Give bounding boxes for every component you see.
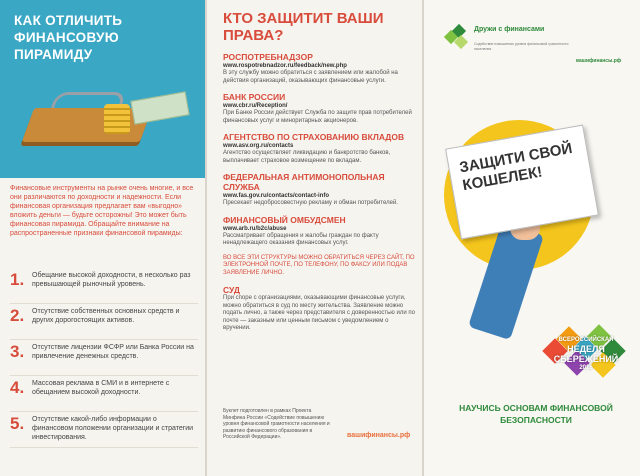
org-entry [223,132,415,165]
org-link[interactable]: www.asv.org.ru/contacts [223,143,294,149]
org-name: ФЕДЕРАЛЬНАЯ АНТИМОНОПОЛЬНАЯ СЛУЖБА [223,172,385,192]
panel-pyramid [0,0,205,476]
panel1-intro: Финансовые инструменты на рынке очень многие, и все они различаются по доходности и надежности. Если финансовая организация предлагает вам «выгодно» вложить деньги — будьте осторожны! Это может быть финансовая пирамида. Обращайте внимание на распространенные признаки финансовой пирамиды: [10,185,194,237]
org-description: При Банке России действует Служба по защите прав потребителей финансовых услуг и миноритарных акционеров. [223,110,412,124]
org-name: АГЕНТСТВО ПО СТРАХОВАНИЮ ВКЛАДОВ [223,132,405,142]
org-link[interactable]: www.arb.ru/b2c/abuse [223,225,287,232]
list-item [10,340,198,376]
org-entry [223,52,415,85]
project-footnote: Буклет подготовлен в рамках Проекта Минфина России «Содействие повышению уровня финансовой грамотности населения и развитию финансового образования в Российской Федерации». [223,408,330,440]
item-text: Отсутствие лицензии ФСФР или Банка России на привлечение денежных средств. [32,344,194,360]
badge-year: 2016 [579,365,593,371]
site-link[interactable]: вашифинансы.рф [576,58,622,64]
sign-text: ЗАЩИТИ СВОЙ КОШЕЛЕК! [458,139,574,195]
item-number: 4. [10,378,25,397]
banknote-illustration [130,91,189,124]
org-description: Агентство осуществляет ликвидацию и банкротство банков, выплачивает страховое возмещение по вкладам. [223,150,391,164]
item-text: Обещание высокой доходности, в несколько раз превышающей рыночный уровень. [32,272,191,288]
list-item [10,412,198,448]
panel-cover [424,0,640,476]
coin-stack-illustration [104,104,130,134]
badge-top: ВСЕРОССИЙСКАЯ [558,337,614,343]
item-number: 5. [10,414,25,433]
org-link[interactable]: www.rospotrebnadzor.ru/feedback/new.php [223,63,347,69]
list-item [10,304,198,340]
org-entry [223,92,415,125]
org-description: В эту службу можно обратиться с заявлением или жалобой на действия организаций, оказывающих финансовые услуги. [223,70,398,84]
org-description: Рассматривает обращения и жалобы граждан по факту ненадлежащего оказания финансовых услуг. [223,232,379,246]
org-link[interactable]: www.cbr.ru/Reception/ [223,103,288,109]
item-text: Отсутствие какой-либо информации о финансовом положении организации и стратегии инвестирования. [32,416,194,441]
org-description: При споре с организациями, оказывающими финансовые услуги, можно обратиться в суд по месту жительства. Заявление можно подать лично, а также через представителя с доверенностью или по почте — заказным или ценным письмом с уведомлением о вручении. [223,295,415,331]
organizations-list [223,52,415,340]
badge-main: НЕДЕЛЯ СБЕРЕЖЕНИЙ [553,344,619,364]
panel2-title: КТО ЗАЩИТИТ ВАШИ ПРАВА? [223,10,384,44]
org-name: ФИНАНСОВЫЙ ОМБУДСМЕН [223,214,346,225]
org-entry [223,172,415,208]
item-number: 3. [10,342,25,361]
item-number: 2. [10,306,25,325]
pyramid-signs-list [10,268,198,448]
panel-rights [207,0,422,476]
logo-text: Дружи с финансами [474,26,545,33]
org-name: СУД [223,285,240,295]
contact-warning: ВО ВСЕ ЭТИ СТРУКТУРЫ МОЖНО ОБРАТИТЬСЯ ЧЕРЕЗ САЙТ, ПО ЭЛЕКТРОННОЙ ПОЧТЕ, ПО ТЕЛЕФОНУ, ПО ФАКСУ ИЛИ ПОДАВ ЗАЯВЛЕНИЕ ЛИЧНО. [223,254,415,276]
list-item [10,268,198,304]
list-item [10,376,198,412]
item-text: Массовая реклама в СМИ и в интернете с обещанием высокой доходности. [32,380,170,396]
org-name: РОСПОТРЕБНАДЗОР [223,52,313,62]
logo-subtitle: Содействие повышению уровня финансовой грамотности населения [474,42,569,51]
site-link[interactable]: вашифинансы.рф [347,432,411,439]
cover-slogan: НАУЧИСЬ ОСНОВАМ ФИНАНСОВОЙ БЕЗОПАСНОСТИ [459,403,613,425]
org-link[interactable]: www.fas.gov.ru/contacts/contact-info [223,193,330,199]
badge-text [538,336,634,372]
org-entry [223,215,415,248]
org-entry-court [223,285,415,333]
logo-icon [446,26,468,48]
org-name: БАНК РОССИИ [223,92,286,102]
org-description: Пресекает недобросовестную рекламу и обман потребителей. [223,200,398,206]
header-block [0,0,205,178]
panel1-title: КАК ОТЛИЧИТЬ ФИНАНСОВУЮ ПИРАМИДУ [14,13,123,62]
item-text: Отсутствие собственных основных средств и других дорогостоящих активов. [32,308,180,324]
item-number: 1. [10,270,25,289]
